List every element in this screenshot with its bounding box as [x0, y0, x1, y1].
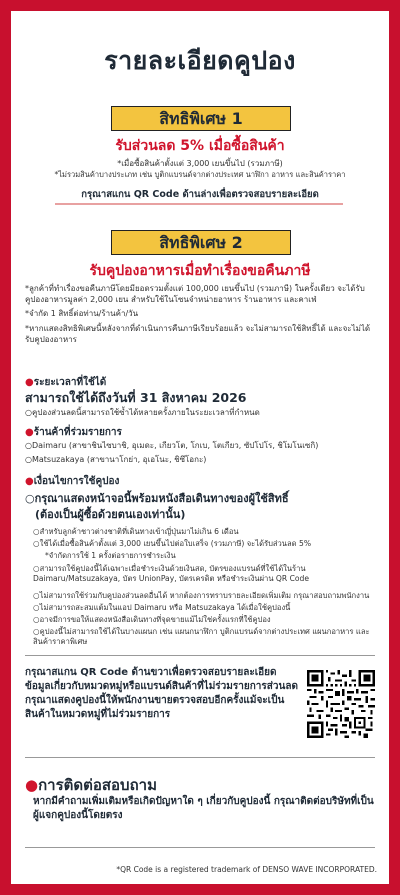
qr-code-icon[interactable]	[307, 670, 375, 738]
privilege-1-cta: กรุณาสแกน QR Code ด้านล่างเพื่อตรวจสอบรายละเอียด	[81, 189, 319, 200]
condition-item: ○ไม่สามารถใช้ร่วมกับคูปองส่วนลดอื่นได้ หากต้องการทราบรายละเอียดเพิ่มเติม กรุณาสอบถามพนักงาน	[33, 591, 370, 600]
condition-item: ○อาจมีการขอให้แสดงหนังสือเดินทางที่จุดขายแม้ไม่ใช่ครั้งแรกที่ใช้คูปอง	[33, 615, 271, 624]
condition-purchaser: (ต้องเป็นผู้ซื้อด้วยตนเองเท่านั้น)	[35, 508, 186, 521]
privilege-2-banner: สิทธิพิเศษ 2	[111, 230, 291, 255]
privilege-1-note-2: *ไม่รวมสินค้าบางประเภท เช่น บูติกแบรนด์จากต่างประเทศ นาฬิกา อาหาร และสินค้าราคา	[54, 170, 346, 179]
condition-passport: ○กรุณาแสดงหน้าจอนี้พร้อมหนังสือเดินทางของผู้ใช้สิทธิ์	[25, 492, 289, 505]
contact-heading: ●การติดต่อสอบถาม	[25, 776, 157, 794]
bullet-icon: ●	[25, 776, 39, 794]
section-divider	[25, 757, 375, 758]
page-title: รายละเอียดคูปอง	[104, 46, 296, 75]
conditions-heading: ●เงื่อนไขการใช้คูปอง	[25, 476, 120, 487]
qr-text-2: กรุณาแสดงคูปองนี้ให้พนักงานขายตรวจสอบอีกครั้งแม้จะเป็นสินค้าในหมวดหมู่ที่ไม่ร่วมรายการ	[25, 695, 285, 720]
period-heading: ●ระยะเวลาที่ใช้ได้	[25, 377, 107, 388]
period-note: ○คูปองส่วนลดนี้สามารถใช้ซ้ำได้หลายครั้งภายในระยะเวลาที่กำหนด	[25, 408, 260, 417]
bullet-icon: ●	[25, 427, 34, 438]
stores-heading: ●ร้านค้าที่ร่วมรายการ	[25, 427, 122, 438]
qr-text-1: กรุณาสแกน QR Code ด้านขวาเพื่อตรวจสอบรายละเอียดข้อมูลเกี่ยวกับหมวดหมู่หรือแบรนด์สินค้าที่ไม่ร่วมรายการส่วนลด	[25, 667, 298, 692]
condition-item: ○สำหรับลูกค้าชาวต่างชาติที่เดินทางเข้าญี่ปุ่นมาไม่เกิน 6 เดือน	[33, 527, 239, 536]
section-divider	[25, 655, 375, 656]
condition-item: *จำกัดการใช้ 1 ครั้งต่อรายการชำระเงิน	[45, 551, 176, 560]
condition-item: ○ไม่สามารถสะสมแต้มในแอป Daimaru หรือ Matsuzakaya ได้เมื่อใช้คูปองนี้	[33, 603, 291, 612]
period-date: สามารถใช้ได้ถึงวันที่ 31 สิงหาคม 2026	[25, 390, 247, 405]
qr-instructions	[25, 666, 301, 722]
privilege-2-note-3: *หากแสดงสิทธิพิเศษนี้หลังจากที่ดำเนินการคืนภาษีเรียบร้อยแล้ว จะไม่สามารถใช้สิทธิ์ได้ และจะไม่ได้รับคูปองอาหาร	[25, 324, 371, 344]
privilege-2-note-2: *จำกัด 1 สิทธิ์ต่อท่าน/ร้านค้า/วัน	[25, 309, 139, 318]
privilege-2-note-1: *ลูกค้าที่ทำเรื่องขอคืนภาษีโดยมียอดรวมตั้งแต่ 100,000 เยนขึ้นไป (รวมภาษี) ในครั้งเดียว จะได้รับคูปองอาหารมูลค่า 2,000 เยน สำหรับใช้ในโซนจำหน่ายอาหาร ร้านอาหาร และคาเฟ่	[25, 284, 365, 304]
trademark-note: *QR Code is a registered trademark of DENSO WAVE INCORPORATED.	[116, 865, 377, 874]
privilege-1-headline: รับส่วนลด 5% เมื่อซื้อสินค้า	[115, 138, 285, 154]
condition-item: ○ใช้ได้เมื่อซื้อสินค้าตั้งแต่ 3,000 เยนขึ้นไปต่อใบเสร็จ (รวมภาษี) จะได้รับส่วนลด 5%	[33, 539, 312, 548]
store-item-matsuzakaya: ○Matsuzakaya (สาขานาโกย่า, อุเอโนะ, ชิซึโอกะ)	[25, 455, 207, 464]
privilege-1-note-1: *เมื่อซื้อสินค้าตั้งแต่ 3,000 เยนขึ้นไป (รวมภาษี)	[117, 159, 283, 168]
contact-text: หากมีคำถามเพิ่มเติมหรือเกิดปัญหาใด ๆ เกี่ยวกับคูปองนี้ กรุณาติดต่อบริษัทที่เป็นผู้แจกคูปองนี้โดยตรง	[33, 796, 374, 821]
condition-item: ○คูปองนี้ไม่สามารถใช้ได้ในบางแผนก เช่น แผนกนาฬิกา บูติกแบรนด์จากต่างประเทศ แผนกอาหาร และสินค้าราคาพิเศษ	[33, 627, 370, 646]
bullet-icon: ●	[25, 377, 34, 388]
condition-item: ○สามารถใช้คูปองนี้ได้เฉพาะเมื่อชำระเงินด้วยเงินสด, บัตรของแบรนด์ที่ใช้ได้ในร้าน Daimaru/Matsuzakaya, บัตร UnionPay, บัตรเครดิต หรือชำระเงินผ่าน QR Code	[33, 564, 310, 583]
section-divider	[25, 847, 375, 848]
privilege-2-headline: รับคูปองอาหารเมื่อทำเรื่องขอคืนภาษี	[89, 263, 311, 279]
bullet-icon: ●	[25, 476, 34, 487]
cta-underline	[55, 203, 343, 205]
privilege-1-banner: สิทธิพิเศษ 1	[111, 106, 291, 131]
store-item-daimaru: ○Daimaru (สาขาชินไซบาชิ, อุเมดะ, เกียวโต, โกเบ, โตเกียว, ซัปโปโร, ชิโมโนเซกิ)	[25, 441, 319, 450]
coupon-page	[11, 11, 389, 884]
